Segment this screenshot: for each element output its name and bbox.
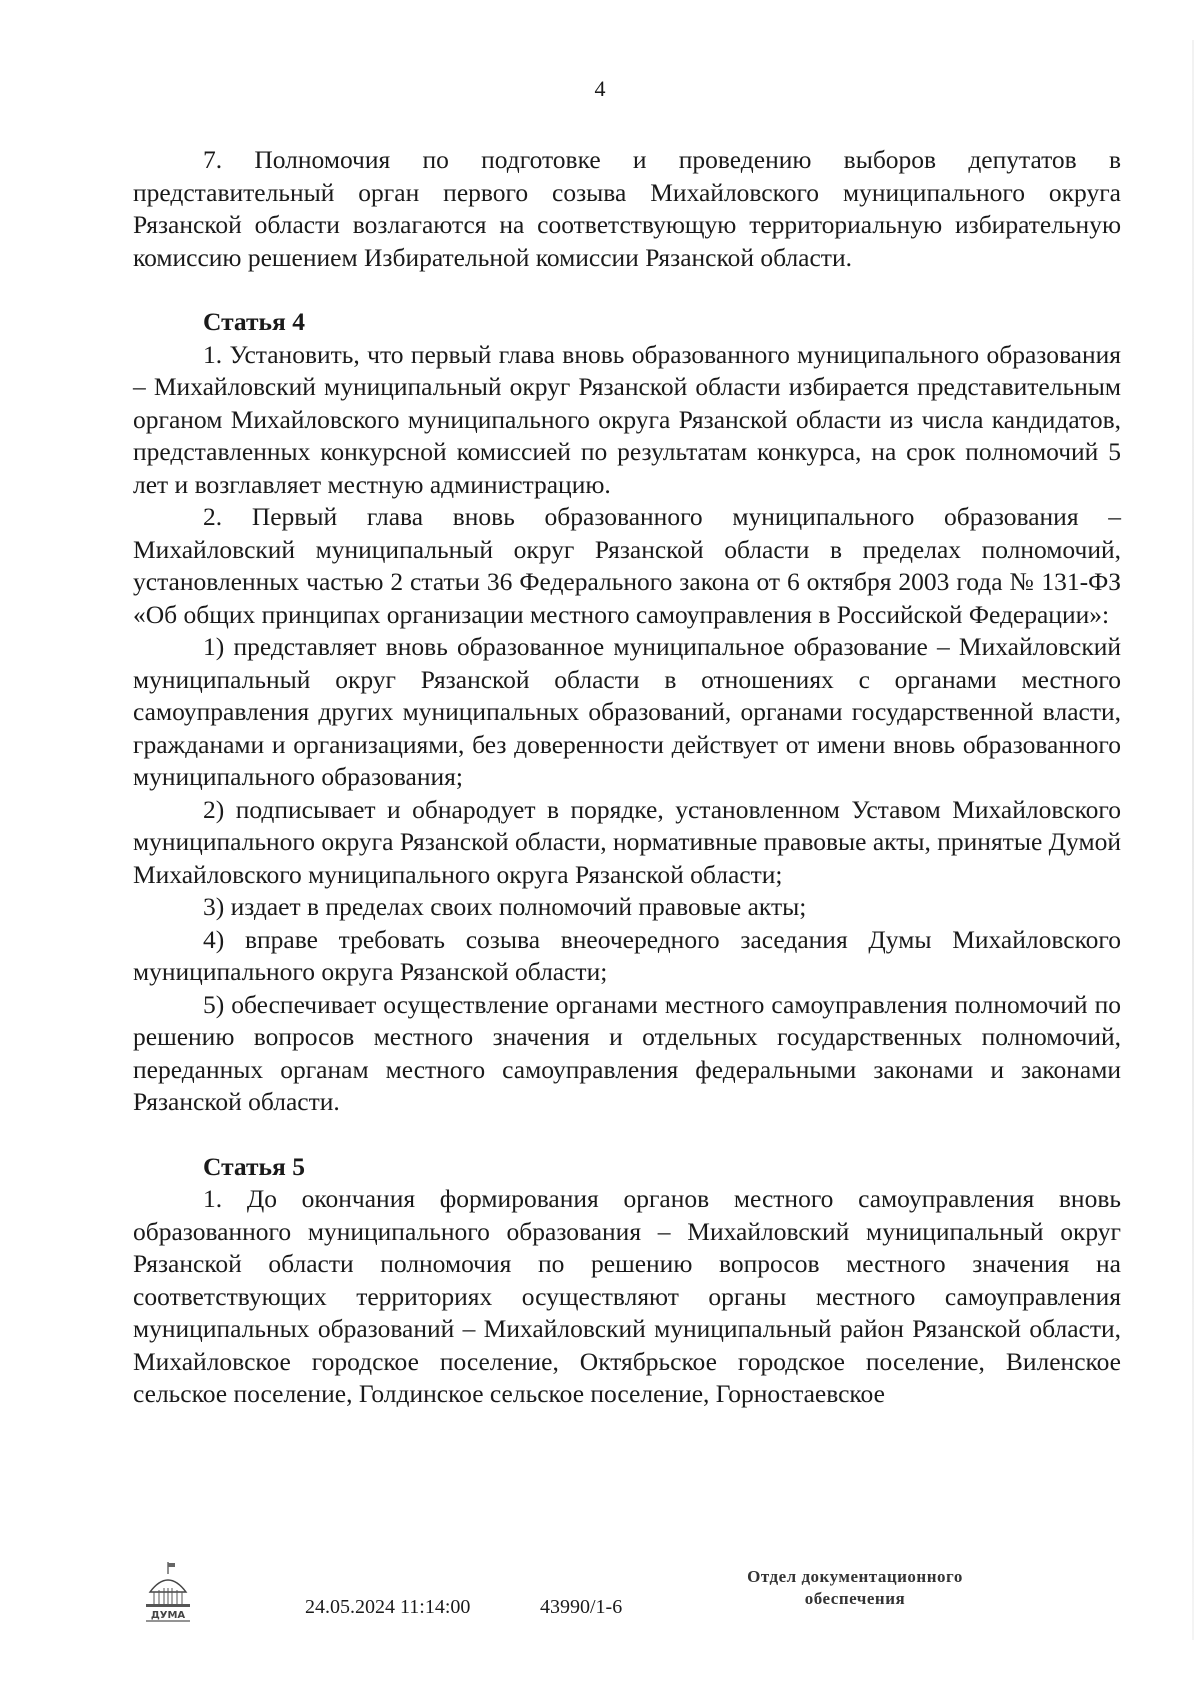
department-line-2: обеспечения [804,1589,906,1608]
article-heading: Статья 5 [203,1151,305,1181]
article-heading: Статья 4 [203,307,305,336]
paragraph: 5) обеспечивает осуществление органами местного самоуправления полномочий по решению вопросов местного значения и отдельных государственных полномочий, переданных органам местного самоуправления федеральными законами и законами Рязанской области. [133,989,1121,1116]
registration-datetime: 24.05.2024 11:14:00 [305,1596,471,1618]
paragraph-gap [133,1119,1121,1151]
paragraph: 4) вправе требовать созыва внеочередного заседания Думы Михайловского муниципального округа Рязанской области; [133,924,1121,986]
department-line-1: Отдел документационного [747,1567,963,1586]
paragraph: 1. До окончания формирования органов местного самоуправления вновь образованного муниципального образования – Михайловский муниципальный округ Рязанской области полномочия по решению вопросов местного значения на соответствующих территориях осуществляют органы местного самоуправления муниципальных образований – Михайловский муниципальный район Рязанской области, Михайловское городское поселение, Октябрьское городское поселение, Виленское сельское поселение, Голдинское сельское поселение, Горностаевское [133,1184,1121,1408]
registration-number: 43990/1-6 [540,1596,623,1618]
paragraph-gap [133,274,1121,306]
svg-text:ДУМА: ДУМА [150,1610,186,1621]
document-body [133,144,1121,1411]
scan-edge [1192,40,1194,1640]
paragraph: 7. Полномочия по подготовке и проведению выборов депутатов в представительный орган первого созыва Михайловского муниципального округа Рязанской области возлагаются на соответствующую территориальную избирательную комиссию решением Избирательной комиссии Рязанской области. [133,145,1121,272]
paragraph: 2) подписывает и обнародует в порядке, установленном Уставом Михайловского муниципального округа Рязанской области, нормативные правовые акты, принятые Думой Михайловского муниципального округа Рязанской области; [133,794,1121,889]
duma-logo-icon [140,1560,196,1624]
department-stamp [700,1566,1010,1610]
paragraph: 1) представляет вновь образованное муниципальное образование – Михайловский муниципальный округ Рязанской области в отношениях с органами местного самоуправления других муниципальных образований, органами государственной власти, гражданами и организациями, без доверенности действует от имени вновь образованного муниципального образования; [133,632,1121,791]
page-number: 4 [594,76,606,101]
paragraph: 1. Установить, что первый глава вновь образованного муниципального образования – Михайловский муниципальный округ Рязанской области избирается представительным органом Михайловского муниципального округа Рязанской области из числа кандидатов, представленных конкурсной комиссией по результатам конкурса, на срок полномочий 5 лет и возглавляет местную администрацию. [133,339,1121,499]
paragraph: 3) издает в пределах своих полномочий правовые акты; [203,892,807,921]
paragraph: 2. Первый глава вновь образованного муниципального образования – Михайловский муниципальный округ Рязанской области в пределах полномочий, установленных частью 2 статьи 36 Федерального закона от 6 октября 2003 года № 131-ФЗ «Об общих принципах организации местного самоуправления в Российской Федерации»: [133,502,1121,629]
